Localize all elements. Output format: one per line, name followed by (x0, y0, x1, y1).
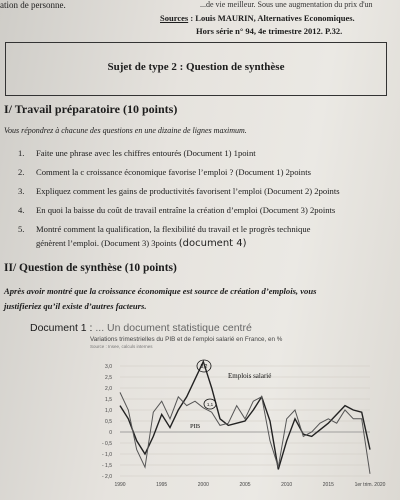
y-tick-label: 2,0 (105, 386, 112, 392)
subject-title: Sujet de type 2 : Question de synthèse (107, 61, 285, 73)
pib-line (120, 392, 370, 473)
y-tick-label: 1,5 (105, 397, 112, 403)
x-tick-label: 2005 (239, 482, 251, 488)
chart-title: Variations trimestrielles du PIB et de l’emploi salarié en France, en % (90, 336, 283, 343)
annotation-circle-1-label: 3,2 (200, 364, 208, 370)
x-tick-label: 1990 (114, 482, 126, 488)
y-tick-label: 0 (109, 430, 112, 436)
question-text: Montré comment la qualification, la flexibilité du travail et le progrès technique (36, 224, 311, 234)
question-text: Comment la c croissance économique favorise l’emploi ? (Document 1) 2points (36, 167, 311, 177)
emplois-series-label: Emplois salarié (228, 372, 272, 380)
question-number: 2. (18, 167, 25, 177)
y-tick-label: 1,0 (105, 408, 112, 414)
pib-series-label: PIB (190, 423, 201, 430)
x-tick-label: 1er trim. 2020 (354, 482, 386, 488)
previous-text-fragment: ation de personne. (0, 0, 66, 10)
document1-number: Document 1 : (30, 322, 93, 334)
synthesis-question-line2: justifieriez qu’il existe d’autres facteurs. (4, 301, 147, 311)
x-tick-label: 2010 (281, 482, 293, 488)
y-tick-label: 3,0 (105, 364, 112, 370)
chart-source: Source : Insee, calculs internes (90, 344, 153, 349)
part2-heading: II/ Question de synthèse (10 points) (4, 262, 177, 274)
question-text: En quoi la baisse du coût de travail entraîne la création d’emploi (Document 3) 2points (36, 205, 336, 215)
y-tick-label: - 0,5 (101, 441, 112, 447)
y-tick-label: - 1,5 (101, 463, 112, 469)
question-number: 5. (18, 224, 25, 234)
sources-issue: Hors série n° 94, 4e trimestre 2012. P.32. (196, 26, 343, 36)
y-tick-label: - 1,0 (101, 452, 112, 458)
question-number: 3. (18, 186, 25, 196)
part1-intro: Vous répondrez à chacune des questions en une dizaine de lignes maximum. (4, 126, 247, 135)
previous-text-fragment-right: ...de vie meilleur. Sous une augmentation du prix d'un (200, 0, 373, 9)
question-text: Expliquez comment les gains de productivités favorisent l’emploi (Document 2) 2points (36, 186, 340, 196)
y-tick-label: 0,5 (105, 419, 112, 425)
y-tick-label: 2,5 (105, 375, 112, 381)
x-tick-label: 2000 (197, 482, 209, 488)
part1-heading: I/ Travail préparatoire (10 points) (4, 102, 178, 116)
sources-author: : Louis MAURIN, Alternatives Economiques. (188, 13, 355, 23)
x-tick-label: 2015 (322, 482, 334, 488)
x-tick-label: 1995 (156, 482, 168, 488)
document1-subtitle: ... Un document statistique centré (95, 322, 252, 334)
sources-label: Sources (160, 13, 189, 23)
question-text: Faite une phrase avec les chiffres entourés (Document 1) 1point (36, 148, 256, 158)
annotation-circle-2-label: 1,1 (206, 402, 214, 407)
question-number: 1. (18, 148, 25, 158)
handwritten-note: (document 4) (178, 238, 247, 249)
question-text: génèrent l’emploi. (Document 3) 3points (36, 238, 177, 248)
synthesis-question-line1: Après avoir montré que la croissance économique est source de création d’emplois, vous (4, 286, 317, 296)
question-number: 4. (18, 205, 25, 215)
y-tick-label: - 2,0 (101, 474, 112, 480)
